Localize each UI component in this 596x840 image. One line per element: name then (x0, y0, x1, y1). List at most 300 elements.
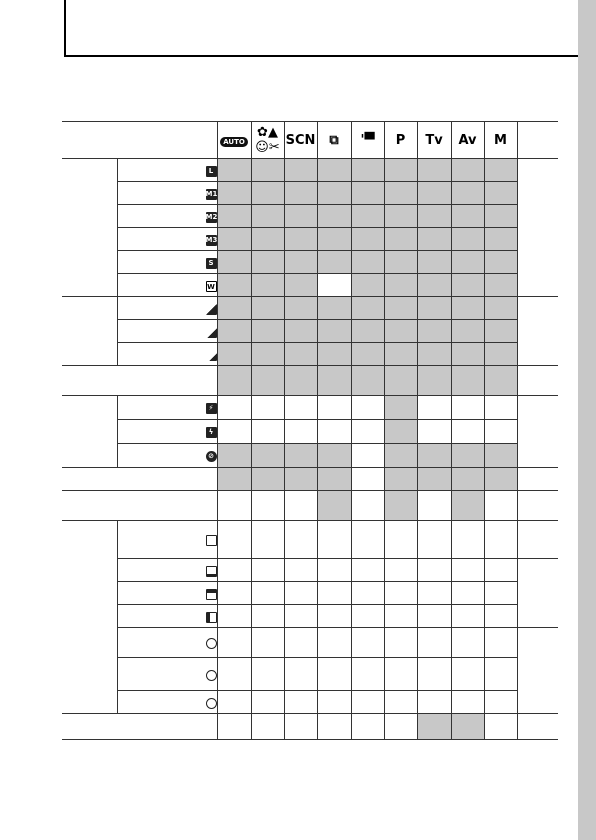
group-label-cell (62, 396, 117, 468)
resolution-medium3-icon: M3 (205, 235, 218, 244)
table-cell (351, 159, 384, 182)
table-cell (251, 658, 284, 691)
table-cell (251, 251, 284, 274)
table-cell (384, 320, 417, 343)
table-cell (417, 228, 451, 251)
table-cell (351, 468, 384, 491)
table-cell (251, 468, 284, 491)
mode-auto-header (217, 122, 251, 159)
table-cell (317, 491, 351, 521)
table-cell (317, 658, 351, 691)
table-cell (351, 628, 384, 658)
table-cell (484, 714, 517, 740)
row-label-cell (117, 320, 217, 343)
table-cell (251, 320, 284, 343)
m-icon: M (494, 132, 507, 148)
table-cell (251, 274, 284, 297)
table-cell (384, 251, 417, 274)
table-cell (384, 420, 417, 444)
table-cell (251, 343, 284, 366)
table-cell (217, 658, 251, 691)
table-cell (284, 366, 317, 396)
mode-av-header (451, 122, 484, 159)
table-cell (284, 605, 317, 628)
row-label-cell (117, 691, 217, 714)
ref-cell (517, 491, 558, 521)
table-cell (317, 366, 351, 396)
table-cell (451, 228, 484, 251)
table-cell (317, 205, 351, 228)
flash-off-icon: ⊘ (206, 451, 217, 462)
table-cell (217, 559, 251, 582)
table-cell (251, 159, 284, 182)
resolution-medium1-icon: M1 (205, 189, 218, 198)
table-row (62, 559, 558, 582)
table-cell (217, 205, 251, 228)
table-cell (351, 182, 384, 205)
table-cell (384, 468, 417, 491)
table-cell (251, 420, 284, 444)
side-tab (578, 0, 596, 840)
table-cell (317, 559, 351, 582)
header-row (62, 122, 558, 159)
table-cell (484, 159, 517, 182)
table-cell (351, 251, 384, 274)
table-cell (484, 582, 517, 605)
table-cell (217, 297, 251, 320)
row-label-cell (117, 605, 217, 628)
av-icon: Av (458, 132, 477, 148)
table-cell (217, 343, 251, 366)
table-cell (351, 396, 384, 420)
table-cell (417, 582, 451, 605)
table-cell (451, 366, 484, 396)
table-cell (284, 297, 317, 320)
table-cell (351, 691, 384, 714)
table-cell (451, 205, 484, 228)
table-row (62, 714, 558, 740)
table-cell (251, 182, 284, 205)
ref-cell (517, 159, 558, 297)
table-cell (451, 297, 484, 320)
table-cell (317, 320, 351, 343)
table-cell (451, 628, 484, 658)
compression-normal-icon (206, 350, 217, 361)
table-cell (484, 691, 517, 714)
table-cell (451, 521, 484, 559)
table-cell (284, 468, 317, 491)
row-label-cell (117, 274, 217, 297)
row-label-cell (117, 658, 217, 691)
table-cell (484, 274, 517, 297)
table-cell (317, 396, 351, 420)
mode-scene-header (251, 122, 284, 159)
compression-fine-icon (206, 327, 217, 338)
tv-icon: Tv (425, 132, 443, 148)
drive-continuous-lv-icon (206, 612, 217, 623)
table-cell (251, 628, 284, 658)
table-cell (384, 444, 417, 468)
header-ref-cell (517, 122, 558, 159)
table-cell (284, 274, 317, 297)
table-cell (484, 605, 517, 628)
mode-m-header (484, 122, 517, 159)
table-cell (417, 605, 451, 628)
table-row (62, 182, 558, 205)
table-cell (384, 691, 417, 714)
table-cell (217, 320, 251, 343)
table-cell (284, 491, 317, 521)
table-cell (351, 521, 384, 559)
table-cell (317, 628, 351, 658)
table-cell (317, 182, 351, 205)
table-cell (484, 320, 517, 343)
table-cell (217, 714, 251, 740)
row-label-cell (117, 205, 217, 228)
page-title-bar (64, 0, 578, 57)
table-cell (417, 628, 451, 658)
table-cell (384, 582, 417, 605)
table-cell (351, 582, 384, 605)
table-cell (284, 251, 317, 274)
ref-cell (517, 297, 558, 366)
ref-cell (517, 521, 558, 559)
table-cell (451, 559, 484, 582)
table-cell (284, 320, 317, 343)
table-cell (284, 182, 317, 205)
compression-superfine-icon (206, 304, 217, 315)
table-cell (317, 444, 351, 468)
table-cell (351, 320, 384, 343)
table-cell (351, 343, 384, 366)
table-cell (217, 691, 251, 714)
table-cell (451, 420, 484, 444)
table-cell (451, 491, 484, 521)
table-cell (251, 444, 284, 468)
table-cell (317, 714, 351, 740)
table-row (62, 605, 558, 628)
table-cell (351, 714, 384, 740)
table-row (62, 343, 558, 366)
table-cell (317, 691, 351, 714)
drive-continuous-af-icon (206, 589, 217, 600)
table-cell (451, 396, 484, 420)
table-cell (451, 274, 484, 297)
table-cell (417, 366, 451, 396)
table-cell (317, 605, 351, 628)
row-label-cell (117, 343, 217, 366)
resolution-medium2-icon: M2 (205, 212, 218, 221)
table-cell (251, 582, 284, 605)
flash-auto-icon: ⚡ (206, 403, 217, 414)
table-cell (284, 582, 317, 605)
table-cell (284, 159, 317, 182)
ref-cell (517, 396, 558, 468)
resolution-widescreen-icon: W (207, 282, 215, 291)
table-cell (417, 714, 451, 740)
row-label-cell (117, 444, 217, 468)
table-cell (217, 228, 251, 251)
row-label-cell (117, 159, 217, 182)
p-icon: P (395, 132, 406, 148)
table-cell (351, 444, 384, 468)
table-cell (417, 297, 451, 320)
mode-p-header (384, 122, 417, 159)
table-cell (317, 297, 351, 320)
row-label-cell (117, 297, 217, 320)
table-cell (351, 366, 384, 396)
table-cell (417, 444, 451, 468)
table-cell (251, 491, 284, 521)
ref-cell (517, 468, 558, 491)
table-cell (284, 628, 317, 658)
table-cell (484, 628, 517, 658)
table-row (62, 366, 558, 396)
table-cell (384, 628, 417, 658)
row-label-cell (117, 420, 217, 444)
table-cell (451, 582, 484, 605)
self-timer-custom-icon (206, 698, 217, 709)
table-row (62, 582, 558, 605)
table-cell (284, 444, 317, 468)
table-cell (251, 691, 284, 714)
table-cell (451, 159, 484, 182)
table-cell (417, 320, 451, 343)
table-row (62, 274, 558, 297)
table-cell (217, 366, 251, 396)
table-cell (317, 468, 351, 491)
table-cell (317, 274, 351, 297)
table-cell (251, 521, 284, 559)
table-cell (284, 714, 317, 740)
self-timer-10s-icon (206, 638, 217, 649)
table-cell (451, 658, 484, 691)
table-cell (484, 366, 517, 396)
table-row (62, 396, 558, 420)
resolution-large-icon: L (206, 166, 217, 177)
table-cell (384, 343, 417, 366)
table-cell (217, 628, 251, 658)
table-cell (384, 521, 417, 559)
table-cell (284, 521, 317, 559)
drive-continuous-icon (206, 566, 217, 577)
table-cell (217, 605, 251, 628)
table-cell (217, 396, 251, 420)
row-label-cell (117, 582, 217, 605)
table-cell (217, 582, 251, 605)
table-cell (484, 297, 517, 320)
table-cell (417, 691, 451, 714)
row-label-cell (62, 714, 217, 740)
table-row (62, 658, 558, 691)
table-cell (217, 159, 251, 182)
table-cell (417, 396, 451, 420)
table-cell (351, 228, 384, 251)
group-label-cell (62, 159, 117, 297)
flash-on-icon: ϟ (206, 427, 217, 438)
row-label-cell (62, 468, 217, 491)
table-cell (417, 420, 451, 444)
table-cell (317, 159, 351, 182)
table-cell (451, 691, 484, 714)
table-cell (251, 228, 284, 251)
table-cell (384, 366, 417, 396)
table-cell (217, 444, 251, 468)
table-cell (484, 251, 517, 274)
table-cell (417, 468, 451, 491)
row-label-cell (62, 366, 217, 396)
table-cell (484, 521, 517, 559)
mode-tv-header (417, 122, 451, 159)
table-row (62, 468, 558, 491)
table-cell (384, 159, 417, 182)
table-cell (351, 274, 384, 297)
row-label-cell (117, 182, 217, 205)
table-row (62, 691, 558, 714)
table-cell (451, 343, 484, 366)
scene-dial-icon: ✿▲ ☺✂ (255, 125, 280, 155)
table-cell (251, 396, 284, 420)
row-label-cell (117, 559, 217, 582)
table-cell (284, 396, 317, 420)
mode-stitch-header (317, 122, 351, 159)
row-label-cell (62, 491, 217, 521)
table-cell (384, 714, 417, 740)
table-cell (384, 297, 417, 320)
table-cell (417, 559, 451, 582)
table-row (62, 320, 558, 343)
table-cell (417, 343, 451, 366)
group-label-cell (62, 521, 117, 714)
table-cell (451, 714, 484, 740)
auto-icon: AUTO (220, 137, 248, 147)
self-timer-2s-icon (206, 670, 217, 681)
table-cell (351, 491, 384, 521)
table-cell (351, 605, 384, 628)
table-cell (417, 182, 451, 205)
table-cell (217, 274, 251, 297)
table-cell (417, 205, 451, 228)
table-cell (484, 444, 517, 468)
table-cell (384, 605, 417, 628)
table-row (62, 444, 558, 468)
mode-scn-header (284, 122, 317, 159)
table-row (62, 521, 558, 559)
table-cell (417, 658, 451, 691)
table-cell (384, 491, 417, 521)
table-cell (284, 228, 317, 251)
table-row (62, 297, 558, 320)
row-label-cell (117, 521, 217, 559)
table-cell (384, 228, 417, 251)
resolution-small-icon: S (206, 258, 217, 269)
row-label-cell (117, 228, 217, 251)
table-cell (351, 658, 384, 691)
header-label-cell (62, 122, 217, 159)
table-cell (384, 205, 417, 228)
table-row (62, 159, 558, 182)
table-cell (284, 691, 317, 714)
table-cell (284, 559, 317, 582)
table-cell (317, 420, 351, 444)
table-cell (384, 658, 417, 691)
table-cell (384, 396, 417, 420)
movie-icon: '▀ (360, 132, 375, 148)
table-cell (217, 251, 251, 274)
table-cell (484, 420, 517, 444)
table-cell (417, 521, 451, 559)
table-cell (317, 251, 351, 274)
table-cell (251, 714, 284, 740)
table-cell (384, 559, 417, 582)
mode-movie-header (351, 122, 384, 159)
table-cell (317, 521, 351, 559)
table-cell (351, 205, 384, 228)
table-cell (217, 182, 251, 205)
table-cell (317, 343, 351, 366)
table-cell (484, 343, 517, 366)
table-cell (217, 420, 251, 444)
group-label-cell (62, 297, 117, 366)
table-cell (317, 582, 351, 605)
table-cell (251, 205, 284, 228)
table-cell (484, 205, 517, 228)
table-row (62, 205, 558, 228)
table-cell (384, 182, 417, 205)
table-cell (451, 182, 484, 205)
table-row (62, 228, 558, 251)
table-cell (217, 491, 251, 521)
table-cell (251, 605, 284, 628)
drive-single-icon (206, 535, 217, 546)
table-cell (484, 228, 517, 251)
table-cell (284, 658, 317, 691)
table-cell (451, 320, 484, 343)
table-cell (484, 396, 517, 420)
row-label-cell (117, 628, 217, 658)
table-cell (484, 559, 517, 582)
table-row (62, 628, 558, 658)
table-row (62, 251, 558, 274)
ref-cell (517, 559, 558, 628)
stitch-assist-icon: ⧉ (329, 132, 339, 148)
table-cell (351, 559, 384, 582)
table-cell (284, 205, 317, 228)
table-cell (351, 420, 384, 444)
table-cell (484, 491, 517, 521)
table-cell (217, 521, 251, 559)
table-row (62, 420, 558, 444)
table-cell (484, 182, 517, 205)
table-cell (284, 420, 317, 444)
table-cell (317, 228, 351, 251)
table-cell (284, 343, 317, 366)
table-cell (417, 491, 451, 521)
table-cell (251, 559, 284, 582)
table-cell (484, 468, 517, 491)
table-cell (451, 444, 484, 468)
row-label-cell (117, 251, 217, 274)
ref-cell (517, 714, 558, 740)
table-cell (417, 251, 451, 274)
ref-cell (517, 628, 558, 714)
function-availability-table (62, 121, 558, 740)
table-cell (484, 658, 517, 691)
table-cell (417, 159, 451, 182)
table-cell (217, 468, 251, 491)
scn-icon: SCN (285, 132, 316, 148)
ref-cell (517, 366, 558, 396)
